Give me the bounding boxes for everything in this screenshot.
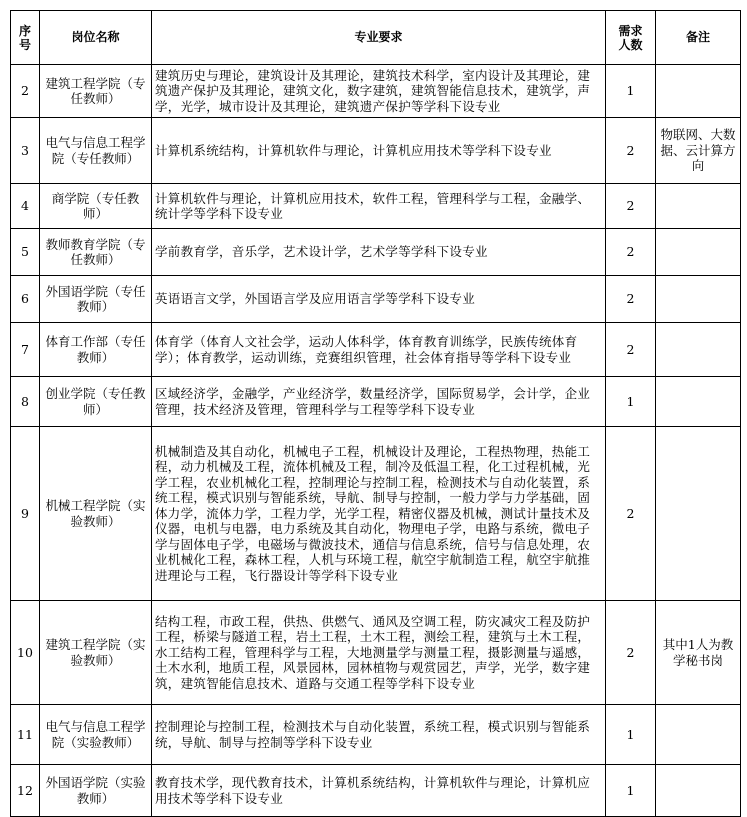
row-number: 5: [11, 229, 40, 276]
post-name: 建筑工程学院（实验教师）: [40, 601, 152, 705]
table-body: [11, 65, 741, 817]
required-count: 1: [606, 705, 656, 765]
major-requirements: 英语语言文学，外国语言学及应用语言学等学科下设专业: [152, 276, 606, 323]
remarks: [656, 705, 741, 765]
major-requirements: 建筑历史与理论，建筑设计及其理论，建筑技术科学，室内设计及其理论，建筑遗产保护及其理论，建筑文化，数字建筑，建筑智能信息技术，建筑学，声学，光学，城市设计及其理论，建筑遗产保护等学科下设专业: [152, 65, 606, 118]
header-row: [11, 11, 741, 65]
table-row: [11, 65, 741, 118]
remarks: [656, 276, 741, 323]
row-number: 8: [11, 377, 40, 427]
table-row: [11, 377, 741, 427]
header-note: 备注: [656, 11, 741, 65]
major-requirements: 区域经济学，金融学，产业经济学，数量经济学，国际贸易学，会计学，企业管理，技术经济及管理，管理科学与工程等学科下设专业: [152, 377, 606, 427]
header-count: 需求人数: [606, 11, 656, 65]
header-major: 专业要求: [152, 11, 606, 65]
remarks: [656, 184, 741, 229]
required-count: 1: [606, 65, 656, 118]
table-row: [11, 184, 741, 229]
post-name: 外国语学院（专任教师）: [40, 276, 152, 323]
row-number: 7: [11, 323, 40, 377]
table-row: [11, 765, 741, 817]
table-row: [11, 705, 741, 765]
post-name: 教师教育学院（专任教师）: [40, 229, 152, 276]
remarks: 其中1人为教学秘书岗: [656, 601, 741, 705]
post-name: 体育工作部（专任教师）: [40, 323, 152, 377]
remarks: [656, 427, 741, 601]
required-count: 2: [606, 184, 656, 229]
major-requirements: 教育技术学，现代教育技术，计算机系统结构，计算机软件与理论，计算机应用技术等学科下设专业: [152, 765, 606, 817]
row-number: 10: [11, 601, 40, 705]
table-row: [11, 276, 741, 323]
header-no: 序号: [11, 11, 40, 65]
major-requirements: 体育学（体育人文社会学，运动人体科学，体育教育训练学，民族传统体育学）；体育教学，运动训练，竞赛组织管理，社会体育指导等学科下设专业: [152, 323, 606, 377]
row-number: 6: [11, 276, 40, 323]
row-number: 2: [11, 65, 40, 118]
required-count: 2: [606, 118, 656, 184]
major-requirements: 学前教育学，音乐学，艺术设计学，艺术学等学科下设专业: [152, 229, 606, 276]
header-post: 岗位名称: [40, 11, 152, 65]
remarks: [656, 229, 741, 276]
remarks: [656, 323, 741, 377]
remarks: 物联网、大数据、云计算方向: [656, 118, 741, 184]
required-count: 2: [606, 323, 656, 377]
table-row: [11, 323, 741, 377]
required-count: 2: [606, 276, 656, 323]
remarks: [656, 377, 741, 427]
table-row: [11, 229, 741, 276]
major-requirements: 机械制造及其自动化，机械电子工程，机械设计及理论，工程热物理，热能工程，动力机械及工程，流体机械及工程，制冷及低温工程，化工过程机械，光学工程，农业机械化工程，控制理论与控制工程，检测技术与自动化装置，系统工程，模式识别与智能系统，导航、制导与控制，一般力学与力学基础，固体力学，流体力学，工程力学，光学工程，精密仪器及机械，测试计量技术及仪器，电机与电器，电力系统及其自动化，物理电子学，电路与系统，微电子学与固体电子学，电磁场与微波技术，通信与信息系统，信号与信息处理，农业机械化工程，森林工程，人机与环境工程，航空宇航制造工程，航空宇航推进理论与工程，飞行器设计等学科下设专业: [152, 427, 606, 601]
row-number: 3: [11, 118, 40, 184]
row-number: 4: [11, 184, 40, 229]
remarks: [656, 765, 741, 817]
row-number: 11: [11, 705, 40, 765]
required-count: 2: [606, 427, 656, 601]
required-count: 2: [606, 229, 656, 276]
post-name: 商学院（专任教师）: [40, 184, 152, 229]
row-number: 12: [11, 765, 40, 817]
table-row: [11, 118, 741, 184]
table-row: [11, 601, 741, 705]
required-count: 1: [606, 765, 656, 817]
major-requirements: 控制理论与控制工程，检测技术与自动化装置，系统工程，模式识别与智能系统，导航、制导与控制等学科下设专业: [152, 705, 606, 765]
required-count: 1: [606, 377, 656, 427]
recruitment-table: [10, 10, 741, 817]
row-number: 9: [11, 427, 40, 601]
post-name: 创业学院（专任教师）: [40, 377, 152, 427]
table-row: [11, 427, 741, 601]
post-name: 机械工程学院（实验教师）: [40, 427, 152, 601]
major-requirements: 计算机系统结构，计算机软件与理论，计算机应用技术等学科下设专业: [152, 118, 606, 184]
post-name: 电气与信息工程学院（实验教师）: [40, 705, 152, 765]
major-requirements: 结构工程，市政工程，供热、供燃气、通风及空调工程，防灾减灾工程及防护工程，桥梁与隧道工程，岩土工程，土木工程，测绘工程，建筑与土木工程，水工结构工程，管理科学与工程，大地测量学与测量工程，摄影测量与遥感，土木水利，地质工程，风景园林，园林植物与观赏园艺，声学，光学，数字建筑，建筑智能信息技术、道路与交通工程等学科下设专业: [152, 601, 606, 705]
post-name: 外国语学院（实验教师）: [40, 765, 152, 817]
required-count: 2: [606, 601, 656, 705]
major-requirements: 计算机软件与理论，计算机应用技术，软件工程，管理科学与工程，金融学、统计学等学科下设专业: [152, 184, 606, 229]
post-name: 电气与信息工程学院（专任教师）: [40, 118, 152, 184]
post-name: 建筑工程学院（专任教师）: [40, 65, 152, 118]
remarks: [656, 65, 741, 118]
